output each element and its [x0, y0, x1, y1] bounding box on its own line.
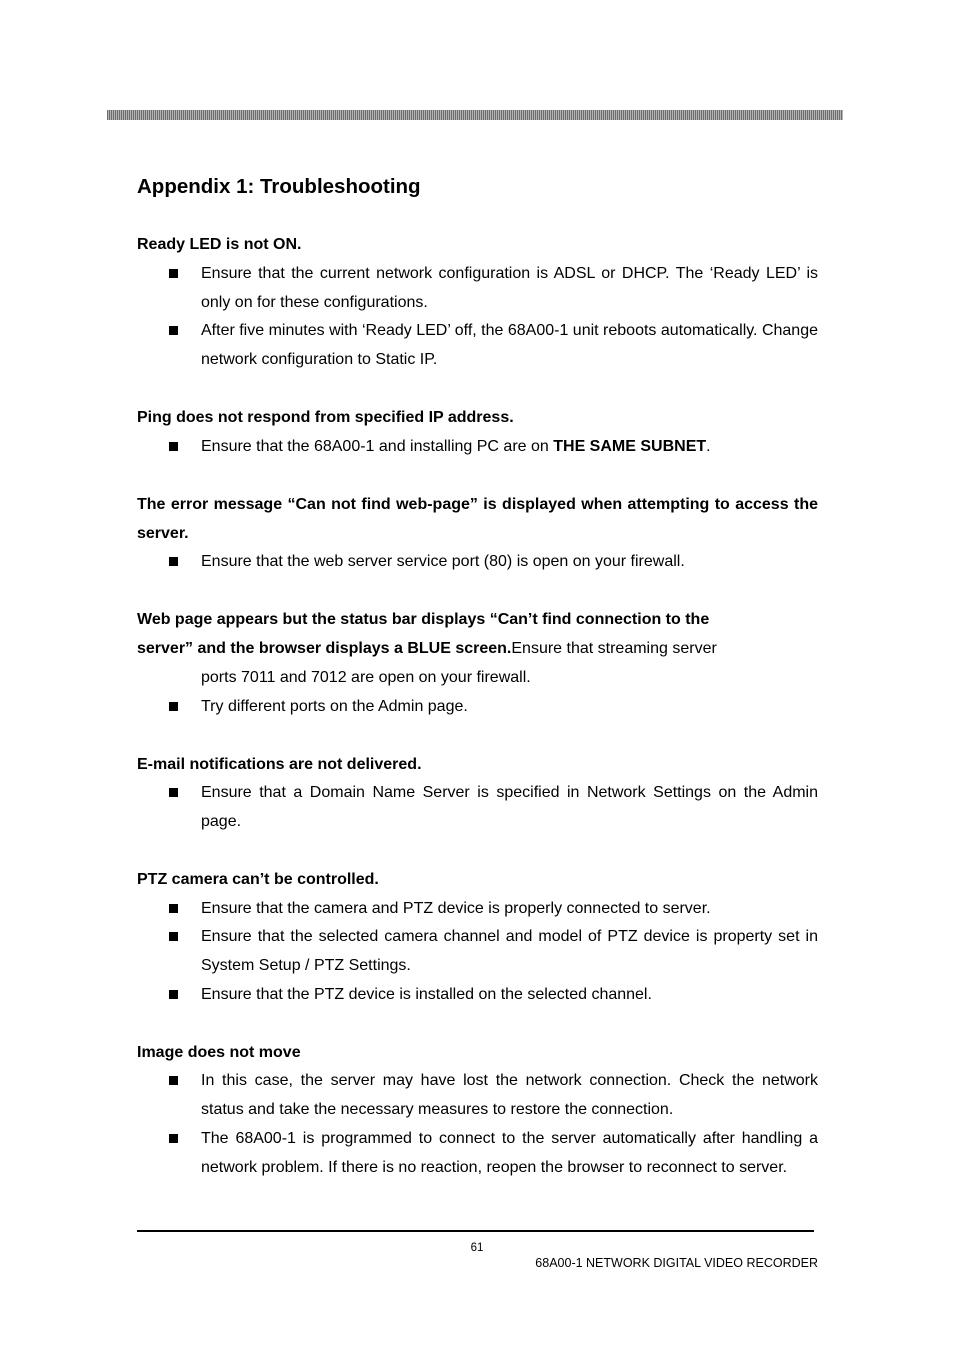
- bullet-square-icon: [169, 990, 178, 999]
- bullet-square-icon: [169, 557, 178, 566]
- section-heading-web-page-error: The error message “Can not find web-page” is displayed when attempting to access the server.: [137, 496, 818, 542]
- list-item-text-end: .: [706, 438, 711, 455]
- bullet-square-icon: [169, 269, 178, 278]
- page-title: Appendix 1: Troubleshooting: [137, 175, 421, 198]
- list-item-text: Ensure that a Domain Name Server is specified in Network Settings on the Admin page.: [201, 784, 818, 830]
- section-heading-status-bar-line2: server” and the browser displays a BLUE screen.: [137, 640, 512, 657]
- list-item-text: Ensure that the current network configuration is ADSL or DHCP. The ‘Ready LED’ is only on for these configurations.: [201, 265, 818, 311]
- footer-product-name: 68A00-1 NETWORK DIGITAL VIDEO RECORDER: [535, 1256, 818, 1270]
- footer-rule: [137, 1230, 814, 1232]
- section-heading-email: E-mail notifications are not delivered.: [137, 756, 422, 773]
- bullet-square-icon: [169, 442, 178, 451]
- list-item: [137, 316, 818, 374]
- list-item: [137, 778, 818, 836]
- list-item: [137, 432, 818, 461]
- emphasis-text: THE SAME SUBNET: [553, 438, 707, 455]
- list-item: [137, 692, 818, 721]
- section-heading-image: Image does not move: [137, 1044, 301, 1061]
- list-item: [137, 1066, 818, 1124]
- section-status-bar: [137, 605, 818, 692]
- bullet-square-icon: [169, 932, 178, 941]
- list-item-text: In this case, the server may have lost the network connection. Check the network status and take the necessary measures to restore the connection.: [201, 1072, 818, 1118]
- header-rule: [107, 110, 843, 120]
- instruction-continuation: ports 7011 and 7012 are open on your firewall.: [201, 669, 531, 686]
- list-item-text: Ensure that the 68A00-1 and installing PC are on: [201, 438, 554, 455]
- inline-instruction: Ensure that streaming server: [511, 640, 717, 657]
- list-item: [137, 547, 818, 576]
- bullet-square-icon: [169, 702, 178, 711]
- section-heading-status-bar-line1: Web page appears but the status bar displays “Can’t find connection to the: [137, 611, 710, 628]
- section-heading-ping: Ping does not respond from specified IP address.: [137, 409, 514, 426]
- page-number: 61: [470, 1242, 484, 1254]
- list-item-text: Ensure that the web server service port (80) is open on your firewall.: [201, 553, 685, 570]
- list-item: [137, 259, 818, 317]
- list-item: [137, 1124, 818, 1182]
- section-heading-ready-led: Ready LED is not ON.: [137, 236, 302, 253]
- list-item-text: The 68A00-1 is programmed to connect to the server automatically after handling a network problem. If there is no reaction, reopen the browser to reconnect to server.: [201, 1130, 818, 1176]
- bullet-square-icon: [169, 326, 178, 335]
- bullet-square-icon: [169, 904, 178, 913]
- list-item: [137, 980, 818, 1009]
- bullet-square-icon: [169, 788, 178, 797]
- bullet-square-icon: [169, 1134, 178, 1143]
- list-item-text: Ensure that the camera and PTZ device is properly connected to server.: [201, 900, 711, 917]
- list-item: [137, 894, 818, 923]
- list-item-text: Ensure that the PTZ device is installed on the selected channel.: [201, 986, 652, 1003]
- list-item-text: After five minutes with ‘Ready LED’ off, the 68A00-1 unit reboots automatically. Change network configuration to Static IP.: [201, 322, 818, 368]
- list-item-text: Try different ports on the Admin page.: [201, 698, 468, 715]
- section-heading-ptz: PTZ camera can’t be controlled.: [137, 871, 379, 888]
- list-item: [137, 922, 818, 980]
- list-item-text: Ensure that the selected camera channel and model of PTZ device is property set in System Setup / PTZ Settings.: [201, 928, 818, 974]
- bullet-square-icon: [169, 1076, 178, 1085]
